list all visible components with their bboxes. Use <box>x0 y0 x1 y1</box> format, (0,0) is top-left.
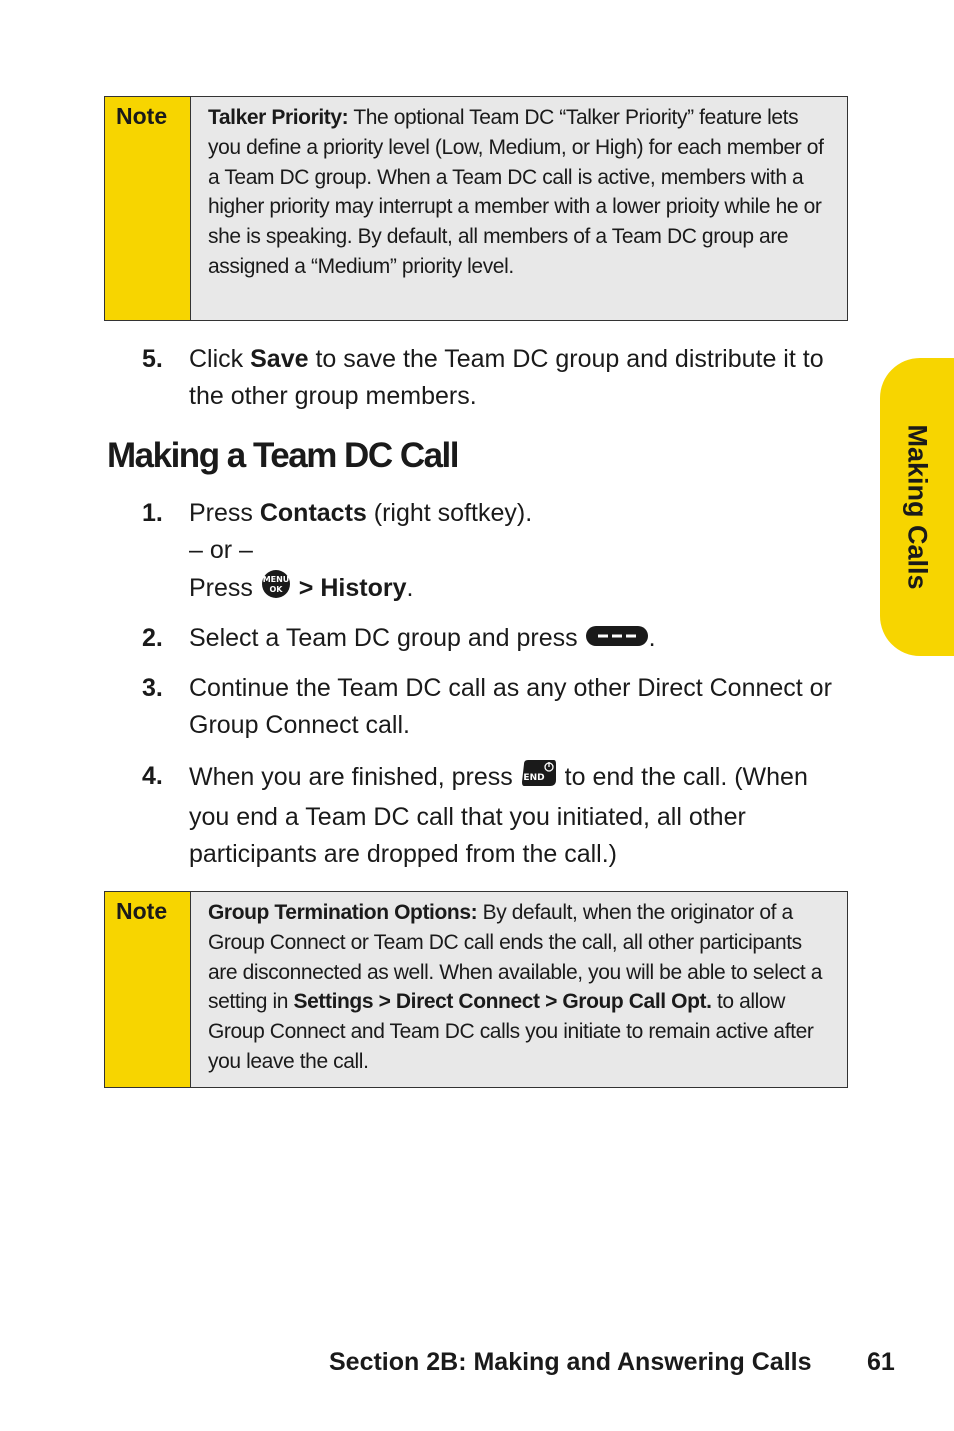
step-2 <box>142 620 854 658</box>
settings-path: Settings > Direct Connect > Group Call Opt. <box>293 990 712 1014</box>
step-number: 1. <box>142 499 163 527</box>
note-box-group-termination <box>104 891 848 1088</box>
step-number: 3. <box>142 674 163 702</box>
contacts-label: Contacts <box>259 499 367 527</box>
svg-text:MENU: MENU <box>262 575 290 584</box>
note-label: Note <box>105 892 191 1087</box>
svg-text:OK: OK <box>269 585 283 594</box>
note-box-talker-priority <box>104 96 848 321</box>
page-number: 61 <box>867 1348 895 1376</box>
step-text: Click Save to save the Team DC group and distribute it to the other group members. <box>189 345 824 410</box>
step-4 <box>142 758 854 873</box>
svg-text:END: END <box>523 773 545 783</box>
step-3 <box>142 670 854 744</box>
step-number: 2. <box>142 624 163 652</box>
step-text: Press Contacts (right softkey). – or – Press MENU OK > History. <box>189 495 854 610</box>
menu-ok-key-icon <box>260 569 292 610</box>
chapter-side-tab <box>880 358 954 656</box>
section-heading: Making a Team DC Call <box>107 436 459 475</box>
note-term: Group Termination Options: <box>208 901 478 924</box>
step-5 <box>142 341 854 415</box>
step-text: Select a Team DC group and press . <box>189 620 854 658</box>
note-term: Talker Priority: <box>208 106 349 129</box>
or-separator: – or – <box>189 536 253 564</box>
direct-connect-key-icon <box>585 621 649 658</box>
note-label: Note <box>105 97 191 320</box>
step-number: 4. <box>142 762 163 790</box>
save-label: Save <box>250 345 309 373</box>
note-body <box>191 97 847 320</box>
end-key-icon <box>520 758 558 799</box>
side-tab-label: Making Calls <box>902 424 933 590</box>
step-text: When you are finished, press END to end the call. (When you end a Team DC call that you initiated, all other participants are dropped from the call.) <box>189 758 854 873</box>
step-text: Continue the Team DC call as any other Direct Connect or Group Connect call. <box>189 674 832 739</box>
note-body: Group Termination Options: By default, when the originator of a Group Connect or Team DC call ends the call, all other participants are disconnected as well. When available, you will be able to select a setting in Settings > Direct Connect > Group Call Opt. to allow Group Connect and Team DC calls you initiate to remain active after you leave the call. <box>208 901 823 1073</box>
step-1 <box>142 495 854 610</box>
step-number: 5. <box>142 345 163 373</box>
footer-section-title: Section 2B: Making and Answering Calls <box>329 1348 812 1376</box>
history-label: History <box>320 574 407 603</box>
note-text: The optional Team DC “Talker Priority” feature lets you define a priority level (Low, Medium, or High) for each member of a Team DC group. When a Team DC call is active, members with a higher priority may interrupt a member with a lower prioity while he or she is speaking. By default, all members of a Team DC group are assigned a “Medium” priority level. <box>208 106 824 278</box>
